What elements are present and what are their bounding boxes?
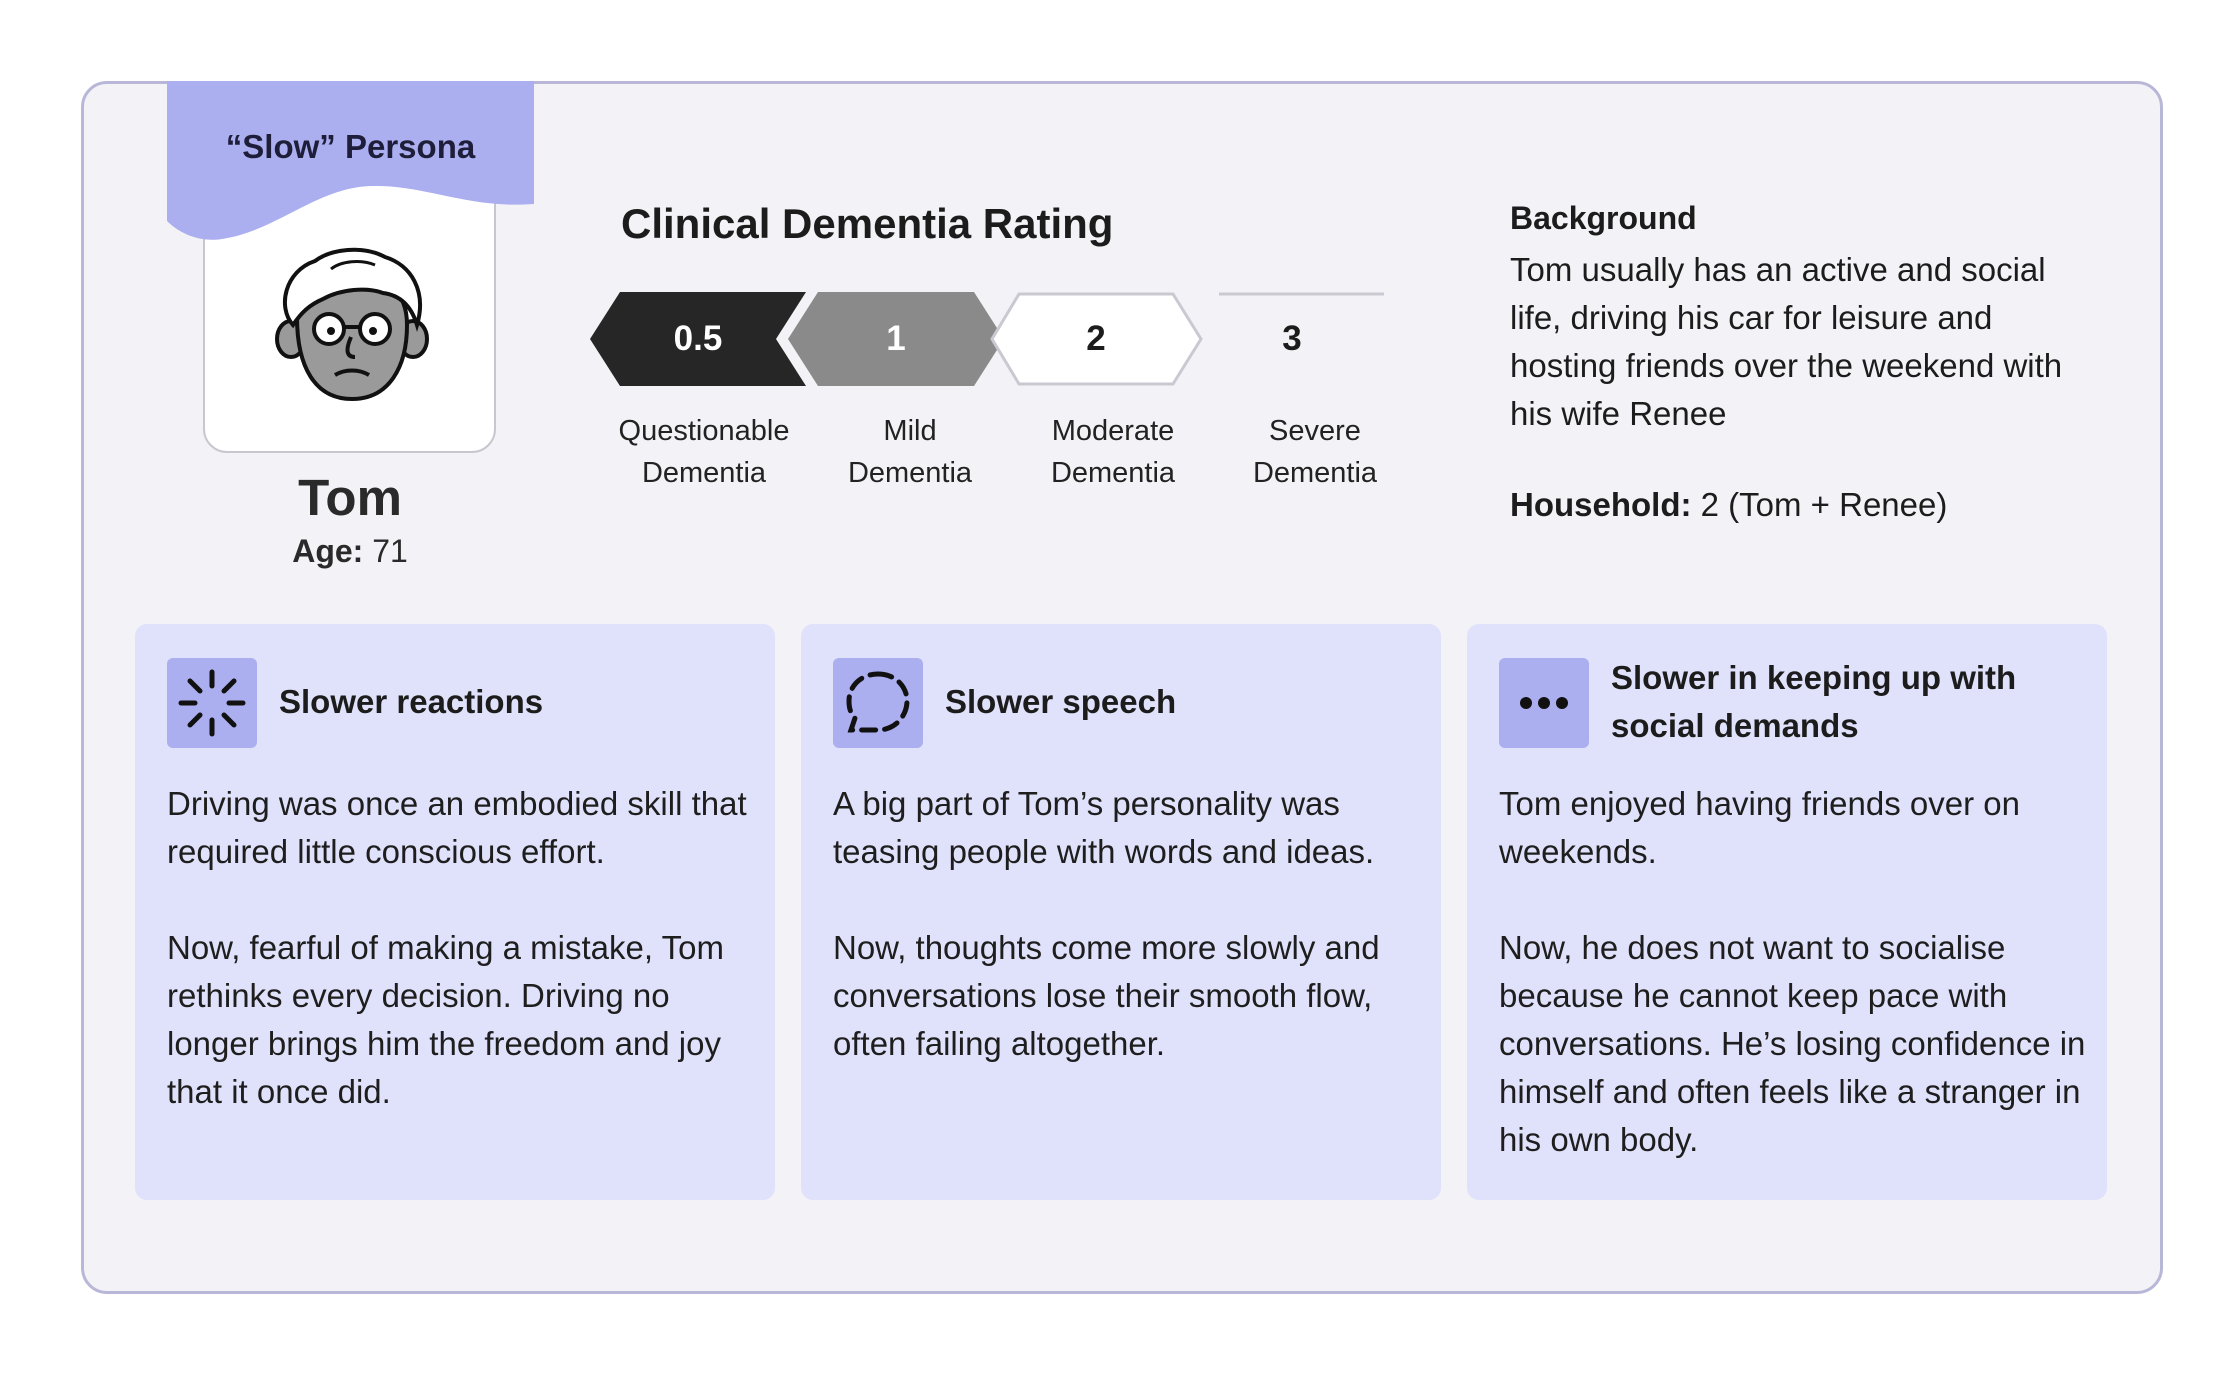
persona-tag bbox=[167, 81, 534, 241]
elderly-man-avatar-icon bbox=[271, 247, 433, 407]
symptom-panel-speech bbox=[801, 624, 1441, 1200]
cdr-stage-0-5 bbox=[590, 292, 806, 386]
panel-title: Slower reactions bbox=[279, 683, 544, 720]
stage-label-line: Dementia bbox=[1050, 457, 1176, 489]
stage-label-line: Dementia bbox=[847, 457, 973, 489]
stage-label-line: Mild bbox=[883, 415, 937, 447]
panel-icon-bg bbox=[167, 658, 257, 748]
household-label: Household: bbox=[1510, 486, 1692, 523]
panel-title: Slower speech bbox=[945, 683, 1177, 720]
stage-label-line: Dementia bbox=[641, 457, 767, 489]
household bbox=[1510, 486, 1947, 524]
cdr-stage-value: 3 bbox=[1282, 319, 1302, 358]
stage-label-line: Questionable bbox=[618, 415, 790, 447]
panel-text-after: Now, fearful of making a mistake, Tom rethinks every decision. Driving no longer brings him the freedom and joy that it once did. bbox=[167, 929, 724, 1110]
persona-age bbox=[200, 533, 500, 570]
age-label: Age: bbox=[292, 533, 364, 569]
stage-label-line: Dementia bbox=[1252, 457, 1378, 489]
loading-spinner-icon bbox=[167, 658, 257, 748]
cdr-stage-value: 0.5 bbox=[673, 319, 723, 358]
panel-text-before: A big part of Tom’s personality was teasing people with words and ideas. bbox=[833, 785, 1375, 870]
cdr-stage-value: 1 bbox=[886, 319, 906, 358]
cdr-stage-1 bbox=[788, 292, 1004, 386]
cdr-title: Clinical Dementia Rating bbox=[621, 200, 1114, 247]
age-value: 71 bbox=[372, 533, 408, 569]
cdr-stage-label-moderate bbox=[1003, 410, 1223, 494]
cdr-stage-value: 2 bbox=[1086, 319, 1106, 358]
persona-name: Tom bbox=[298, 469, 402, 526]
panel-icon-bg bbox=[1499, 658, 1589, 748]
persona-tag-label: “Slow” Persona bbox=[225, 128, 476, 165]
cdr-stage-label-mild bbox=[800, 410, 1020, 494]
panel-text-after: Now, thoughts come more slowly and conversations lose their smooth flow, often failing altogether. bbox=[833, 929, 1380, 1062]
panel-title: Slower in keeping up with social demands bbox=[1611, 659, 2017, 744]
stage-label-line: Severe bbox=[1269, 415, 1361, 447]
cdr-stage-3 bbox=[1188, 292, 1396, 386]
symptom-panel-reactions bbox=[135, 624, 775, 1200]
panel-text-before: Driving was once an embodied skill that required little conscious effort. bbox=[167, 785, 747, 870]
dashed-speech-bubble-icon bbox=[833, 658, 923, 748]
panel-text-before: Tom enjoyed having friends over on weekends. bbox=[1499, 785, 2020, 870]
panel-icon-bg bbox=[833, 658, 923, 748]
cdr-stage-label-severe bbox=[1205, 410, 1425, 494]
ellipsis-icon bbox=[1499, 658, 1589, 748]
symptom-panel-social bbox=[1467, 624, 2107, 1200]
panel-text-after: Now, he does not want to socialise because he cannot keep pace with conversations. He’s losing confidence in himself and often feels like a stranger in his own body. bbox=[1499, 929, 2086, 1158]
cdr-stage-label-questionable bbox=[594, 410, 814, 494]
stage-label-line: Moderate bbox=[1051, 415, 1175, 447]
background-text: Tom usually has an active and social life, driving his car for leisure and hosting friends over the weekend with his wife Renee bbox=[1510, 251, 2063, 432]
cdr-stage-2 bbox=[988, 292, 1204, 386]
household-value: 2 (Tom + Renee) bbox=[1700, 486, 1948, 523]
background-title: Background bbox=[1510, 200, 1697, 236]
